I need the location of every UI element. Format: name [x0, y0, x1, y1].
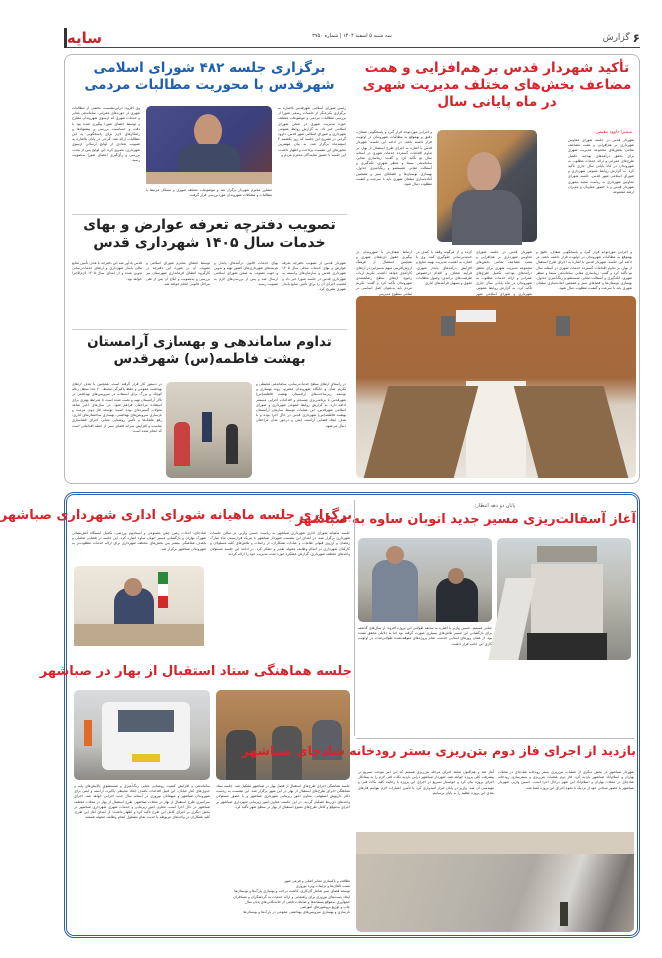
divider — [72, 329, 347, 330]
article-1-body-col5: شهردار قدس در جلسه شورای معاونین شهرداری بر هم‌افزایی و همت مضاعف تمامی بخش‌های مجموعه مدیریت شهری برای تحقق درآمدهای بودجه، تکمیل طرح‌های عمرانی و ارائه خدمات مطلوب به شهروندان در ماه پایانی سال جاری تأکید کرد. به گزارش روابط عمومی شهرداری و شورای اسلامی شهر — [476, 250, 532, 296]
article-7-body-col2: ساماندهی و افزایش کیفیت روشنایی معابر، رنگ‌آمیزی و شستشوی پالایش‌های پایه و جدول‌های کنار خیابان. این قبیل اقدامات باهدف ایجاد محیطی پاکیزه، آراسته و ایمن برای شهروندان صباشهر و میهمانان نوروزی در آستانه سال جدید اجرایی خواهد شد. اجرای سراسری طرح استقبال از بهار در محلات صباشهر، طرح استقبال از بهار در محلات مختلف صباشهر در حال اجرا است. معاون امور زیربنایی و خدمات شهری شهرداری صباشهر در بخش دیگری بر اجرای کامل این طرح تأکید کرد و اظهار داشت: از ابتدای آغاز این طرح، کلیه همکاران در واحدهای مربوطه با جدیت تمام مشغول انجام وظایف محوله هستند. — [74, 784, 210, 820]
divider — [356, 738, 634, 739]
article-1-photo-meeting[interactable] — [356, 296, 636, 478]
article-4-body-col1: در راستای ارتقای سطح خدمات‌رسانی، ساماندهی محیطی و تکریم شأن و جایگاه شهروندان محترم، روند بهسازی و توسعه زیرساخت‌های آرامستان بهشت فاطمه(س) شهرقدس با برنامه‌ریزی منسجم و اقدامات اجرایی مستمر ادامه دارد. به گزارش روابط عمومی شهرداری و شورای اسلامی شهرقدس، این عملیات توسط سازمان آرامستان بهشت فاطمه(س) شهرداری قدس در حال اجرا بوده و با هدف ایجاد فضایی آراسته، ایمن و درخور شأن مراجعان دنبال می‌شود. — [256, 382, 346, 428]
article-3-body-col1: شهردار قدس از تصویب دفترچه تعرفه عوارض و بهای خدمات محلی سال ۱۴۰۵ شهرداری قدس و سازمان‌های وابسته به شهرداری قدس در جلسه شورا خبر داد و اهمیت اجرای آن را برای تأمین منابع پایدار شهری تشریح کرد. — [282, 261, 346, 292]
article-4-headline[interactable]: تداوم ساماندهی و بهسازی آرامستان بهشت فاطمه(س) شهرقدس — [87, 334, 332, 367]
article-8-body-col2: آغاز شد و هم‌اکنون شاهد اجرای مرحله بتن‌ریزی هستیم که این امر موجب تسریع در پیشرفت کلی پروژه خواهد شد. شهردار صباشهر دراین بازدید نکات فنی لازم را به پیمانکار اجرای پروژه بیان کرد و خواستار تسریع در اجرای این پروژه با رعایت کلیه نکات فنی و مهندسی آن شد. وازیر در پایان ابراز امیدواری کرد با تأمین اعتبارات لازم بتوانیم فازهای بعدی این پروژه عظیم را به پایان برسانیم. — [358, 770, 494, 795]
article-1-photo-mayor[interactable] — [437, 130, 537, 242]
article-3-body-col3: توسط اعضای محترم شورای اسلامی و تصویب آن در شورا، این دفترچه در کارگروه انطباق فرمانداری شهرستان نیز بررسی و به‌تصویب و ابلاغ آن پس از طی مراحل قانونی انجام خواهد شد. — [146, 261, 210, 286]
list-item: نظافت و پاکسازی معابر اصلی و فرعی شهر — [284, 879, 350, 883]
article-6-photo-council-meeting[interactable] — [74, 566, 204, 646]
section-name: گزارش — [602, 33, 630, 43]
list-item: بازسازی و بهسازی سرویس‌های بهداشتی عمومی در پارک‌ها و بوستان‌ها — [243, 910, 350, 915]
article-5-photo-mayor-visit[interactable] — [358, 538, 492, 622]
article-7-headline[interactable]: جلسه هماهنگی ستاد استقبال از بهار در صباشهر — [39, 664, 352, 679]
article-2-caption: مشاور محترم شهردار برگزار شد و موضوعات مختلف شهری و مسائل مرتبط با مطالبات و مشکلات شهروندان موردبررسی قرار گرفت. — [146, 188, 272, 198]
page-number: ۶ — [632, 31, 640, 45]
article-2-body-col2: وی افزود: دراین‌نشست، بخشی از مطالبات شهری در حوزه‌های عمرانی، ساماندهی معابر و خدمات شهری که ازسوی شهروندان مطرح و توسط اعضای شورا پیگیری شده بود با دقت و حساسیت بررسی و پیشنهادها و راهکارهای لازم برای پاسخگویی به این مطالبات ارائه شد. گرجی در پایان بااشاره به تصویب تعدادی از لوایح ارسالی ازسوی شهرداری، تصریح کرد: این لوایح پس از بحث، بررسی و رأی‌گیری اعضای شورا به‌تصویب رسید. — [72, 106, 140, 163]
list-item: نصب المان‌ها و تزئینات ویژه نوروزی — [295, 884, 350, 889]
article-5-photo-asphalt-paver[interactable] — [497, 538, 631, 660]
article-7-list — [216, 879, 350, 916]
list-item: توسعه فضای سبز شامل گل‌کاری، کاشت درخت و بهسازی پارک‌ها و بوستان‌ها — [234, 889, 350, 894]
dateline: سه شنبه ۵ اسفند ۱۴۰۴ | شماره ۳۷۵۰ — [312, 33, 392, 39]
article-4-body-col2: در دستور کار قرار گرفته است. همچنین با هدف ارتقای بهداشت عمومی و حفظ پاکیزگی محیط، ۶۰ عدد سطل زباله کوچک و بزرگ برای استفاده در سرویس‌های بهداشتی در تالار آرامستان تهیه و نصب شده است تا شرایط بهتری برای استفاده مراجعان فراهم شود. در سال‌های اخیر شاهد تحولات گسترده‌ای بوده است؛ توسعه فاز دوم، مرمت و بازسازی سرویس‌های بهداشتی، بهسازی ساختمان‌های اداری، رفع علمک‌ها و تأمین روشنایی معابر، اجرای فضاسازی مناسب و افزایش سرانه فضای سبز از جمله اقداماتی است که انجام شده است. — [72, 382, 162, 433]
list-item: جمع‌آوری به‌موقع پسماندها و ضایعات ناشی از خانه‌تکانی‌های پایان سال — [245, 899, 350, 904]
article-7-body-col1: جلسه هماهنگی اجرای طرح‌های استقبال از فصل بهار در صباشهر تشکیل شد. جلسه ستاد هماهنگی اجرای طرح‌های استقبال از بهار در این شهر برگزار شد. این نشست به ریاست دکتر داریوش اصفهانی، معاون امور زیربنایی شهرداری صباشهر و با حضور مسئولان واحدهای ذی‌ربط تشکیل گردید. در این جلسه، معاون امور زیربنایی شهرداری صباشهر بر اجرای به‌موقع و کامل طرح‌های متنوع استقبال از بهار در سطح شهر تأکید کرد. — [216, 784, 350, 809]
article-2-body-col1: رئیس شورای اسلامی شهرقدس بااشاره به برگزاری یکی‌دیگر از جلسات رسمی شورا از بررسی مطالبات مردمی و موضوعات مختلف حوزه مدیریت شهری در صحن شورای اسلامی خبر داد. به گزارش روابط عمومی شهرداری و شورای اسلامی شهر قدس، داوود گرجی در تشریح این جلسه که روز یکشنبه ۳ اسفندماه برگزار شد، به بیان مهمترین محورهای این نشست پرداخت و اظهار داشت: این جلسه با حضور نمایندگان محترم مردم و — [278, 106, 346, 157]
article-6-body-col1: جلسه ماهیانه شورای اداری شهرداری صباشهر به ریاست حسین وازیر، در سالن جلسات شهرداری برگزار شد. در ابتدای این نشست شهردار صباشهر با تبریک فرارسیدن ماه مبارک رمضان و آرزوی قبولی طاعات و عبادات همکاران، از زحمات و تلاش‌های کلیه مسئولان و کارکنان شهرداری در انجام وظایف محوله تقدیر و تشکر کرد. در ادامه این جلسه مسئولان واحدهای مختلف شهرداری، گزارش عملکرد حوزه تحت مدیریت خود را ارائه کردند. — [210, 531, 350, 556]
section-label — [603, 31, 640, 45]
article-2-photo-council-head[interactable] — [146, 106, 272, 184]
article-1-body-col3: ارتباط شفاف‌تر با شهروندان در پیگیری حقوق ذی‌نفعان شهری و همچنین استقبال از فرهنگ ارزش‌آفرینی سهم به‌سزایی در ارتقای کارآمدی خواهد داشت. تکریم ارباب رجوع، ارتقای سطح رضایتمندی شهروندان تأکید کرد و گفت: تکریم مردم باید به‌عنوان اصل اساسی در تمامی سطوح مدیریتی — [356, 250, 412, 296]
article-3-body-col4: قدس یادآور شد این دفترچه با هدف تأمین منابع مالی پایدار شهرداری و ارتقای خدمات‌رسانی تدوین شده و از ابتدای سال ۱۴۰۵ لازم‌الاجرا خواهد بود. — [72, 261, 142, 281]
article-3-headline[interactable]: تصویب دفترچه تعرفه عوارض و بهای خدمات سال ۱۴۰۵ شهرداری قدس — [83, 217, 336, 251]
article-8-body-col1: شهردار صباشهر در بخش دیگری از عملیات بتن‌ریزی بستر رودخانه شادچای در محلات بهاران و اسلام‌آباد صباشهر بازدید کرد. فاز دوم عملیات بتن‌ریزی و بسترسازی رودخانه شادچای در محلات بهاران و اسلام‌آباد این شهر درحال اجرا است. حسین وازیر، شهردار صباشهر با حضور میدانی خود از نزدیک با نحوه اجرای این پروژه آشنا شد. — [498, 770, 634, 790]
article-2-headline[interactable]: برگزاری جلسه ۴۸۲ شورای اسلامی شهرقدس با محوریت مطالبات مردمی — [84, 60, 335, 93]
article-1-headline[interactable]: تأکید شهردار قدس بر هم‌افزایی و همت مضاعف بخش‌های مختلف مدیریت شهری در ماه پایانی سال — [362, 60, 632, 110]
article-8-headline[interactable]: بازدید از اجرای فاز دوم بتن‌ریزی بستر رودخانه شادچای صباشهر — [241, 743, 636, 758]
article-1-byline: سمیرا داوود مقیمی — [595, 130, 632, 135]
article-6-body-col2: شادچای، احداث زمین چمن مصنوعی و استادیوم ورزشی، تکمیل ایستگاه آتش‌نشانی شهرک بهاران و بازگشایی مسیر اتوبان ساوه اشاره کرد. این جلسه در فضایی تعاملی و باهدف هماهنگی بیشتر بین بخش‌های مختلف شهرداری برای ارائه خدمات مطلوب‌تر به شهروندان صباشهر برگزار شد. — [72, 531, 206, 551]
article-7-photo-coordination-meeting[interactable] — [216, 690, 350, 780]
article-4-photo-cemetery-works[interactable] — [166, 382, 252, 478]
article-8-photo-riverbed-concrete[interactable] — [356, 832, 634, 932]
article-5-body: حیاتی هستیم. حسین وازیر با اشاره به سابقه طولانی این پروژه افزود: از سال‌های گذشته برای بازگشایی این مسیر تلاش‌های بسیاری صورت گرفته بود اما به دلایلی محقق نشده بود. از همان روزهای ابتدایی خدمت، تمام پروژه‌های متوقف‌شده طولانی‌مدت در اولویت کاری این جانب قرار داشت. — [358, 626, 492, 646]
article-7-photo-service-truck[interactable] — [74, 690, 210, 780]
article-1-body-col4: کرده و از هرگونه وقفه یا کندی در خدمت‌رسانی جلوگیری کنند. وی با اشاره به اهمیت مدیریت بهینه منابع و افزایش درآمدهای پایدار شهری، فرآیند شفاف و اقدام درخصوص ظرفیت‌های درآمدی، وصول مطالبات معوق و تسهیل فرآیندهای اداری — [416, 250, 472, 286]
article-6-headline[interactable]: برگزاری جلسه ماهیانه شورای اداری شهرداری صباشهر — [0, 508, 352, 523]
list-item: چاپ و توزیع بروشورهای آموزشی — [299, 904, 350, 909]
column-divider — [354, 500, 355, 736]
article-1-body-col6: و اجرایی موردتوجه قرار گیرد و پاسخگویی شفاف، دقیق و بهموقع به مطالبات شهروندان در اولویت قرار داشته باشد. در ادامه این جلسه، شهردار قدس با اشاره به اجرای طرح استقبال از بهار، بر تداوم اقدامات گسترده خدمات شهری در آستانه سال نو تأکید کرد و گفت: زیباسازی معابر، ساماندهی سیما و منظر شهری، لکه‌گیری و آسفالت معابر، شستشو و رنگ‌آمیزی جداول، بهسازی بوستان‌ها و فضاهای سبز و همچنین آماده‌سازی مبلمان شهری باید با سرعت و کیفیت مطلوب دنبال شود. — [536, 250, 632, 291]
article-1-body-col1: شهردار قدس در جلسه شورای معاونین شهرداری بر هم‌افزایی و همت مضاعف تمامی بخش‌های مجموعه مدیریت شهری برای تحقق درآمدهای بودجه، تکمیل طرح‌های عمرانی و ارائه خدمات مطلوب به شهروندان در ماه پایانی سال جاری تأکید کرد. به گزارش روابط عمومی شهرداری و شورای اسلامی شهر قدس، جلسه شورای معاونین شهرداری به ریاست سعید تیموری شهردار قدس و با حضور معاونان و مدیران ارشد مجموعه — [568, 138, 634, 195]
article-5-headline[interactable]: آغاز آسفالت‌ریزی مسیر جدید اتوبان ساوه به صباشهر — [295, 512, 636, 527]
list-item: ایجاد پست‌های نوروزی برای راهنمایی و ارائه خدمات به گردشگران و مسافران — [233, 894, 350, 899]
article-5-kicker: پایان دو دهه انتظار: — [474, 503, 516, 509]
article-1-body-col2: و اجرایی موردتوجه قرار گیرد و پاسخگویی شفاف، دقیق و بهموقع به مطالبات شهروندان در اولویت قرار داشته باشد. در ادامه این جلسه، شهردار قدس با اشاره به اجرای طرح استقبال از بهار، بر تداوم اقدامات گسترده خدمات شهری در آستانه سال نو تأکید کرد و گفت: زیباسازی معابر، ساماندهی سیما و منظر شهری، لکه‌گیری و آسفالت معابر، شستشو و رنگ‌آمیزی جداول، بهسازی بوستان‌ها و فضاهای سبز و همچنین آماده‌سازی مبلمان شهری باید با سرعت و کیفیت مطلوب دنبال شود. — [356, 130, 432, 187]
divider — [72, 214, 347, 215]
newspaper-logo[interactable]: سایه — [64, 28, 102, 48]
article-3-body-col2: بهای خدمات قانون درآمدهای پایدار و هزینه‌های شهرداری‌های کشور تهیه و تدوین و جهت تصویب به صحن شورای اسلامی ارسال شد و پس از بررسی‌های لازم به تصویب رسید. — [214, 261, 278, 286]
